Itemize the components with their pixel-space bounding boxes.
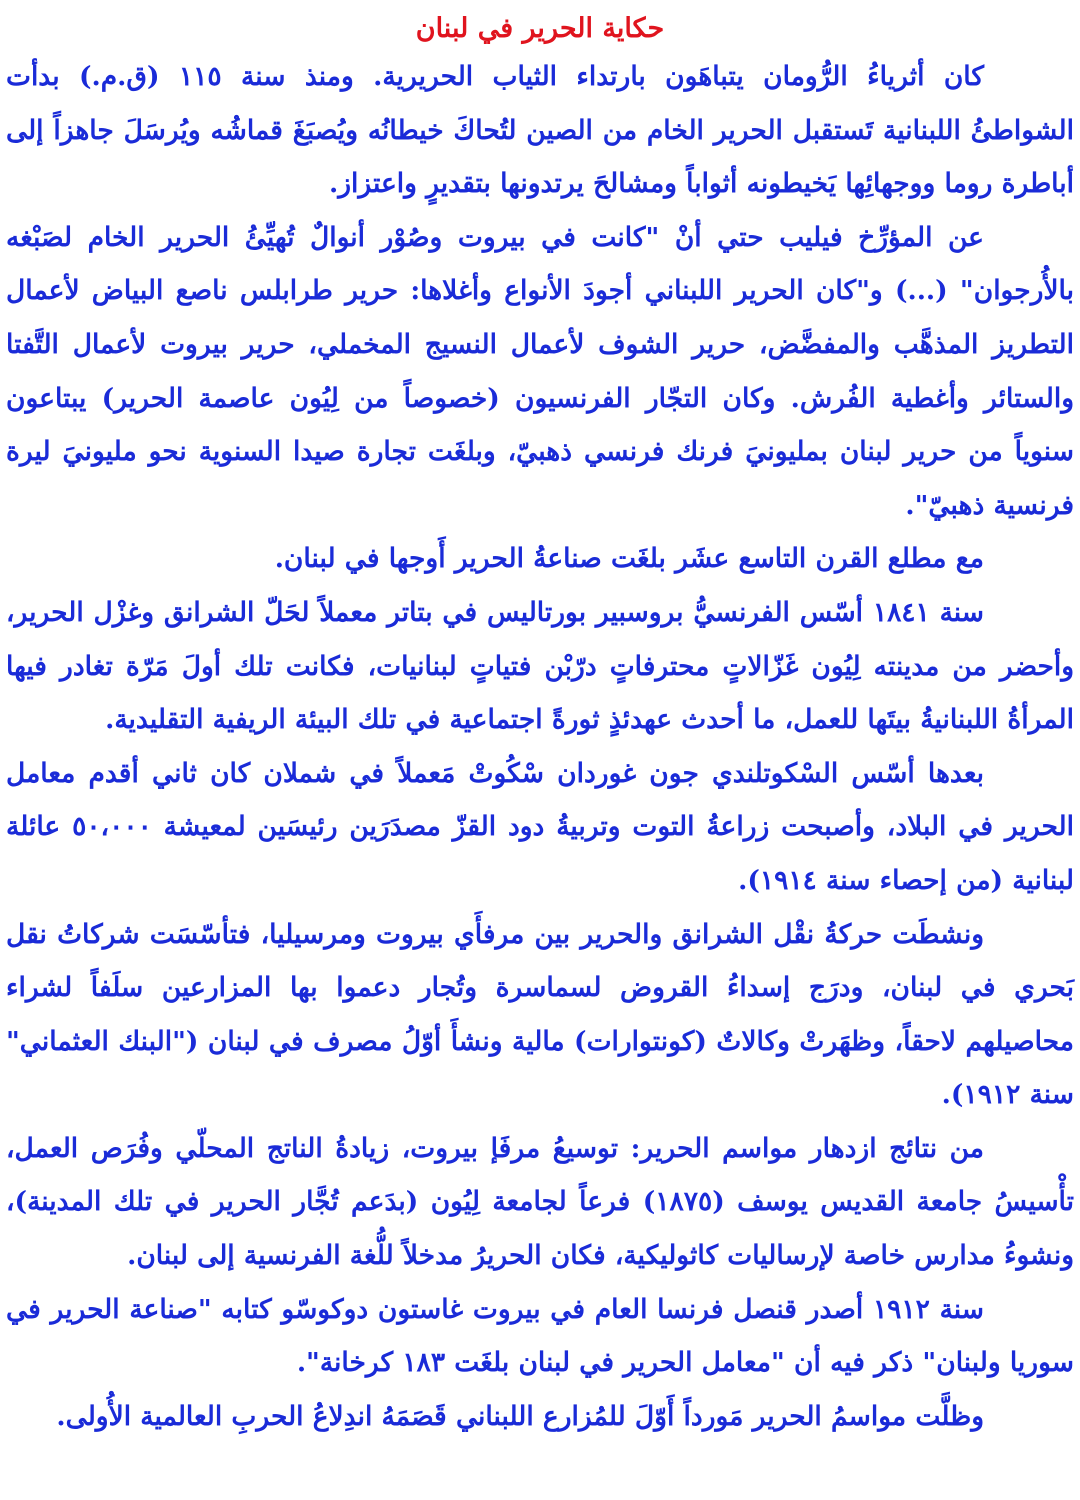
paragraph-world-war: وظلَّت مواسمُ الحرير مَورداً أَوّلَ للمُزارع اللبناني قَصَمَهُ اندِلاعُ الحربِ العالمية الأُولى. xyxy=(56,1400,984,1432)
paragraph-1912-book: سنة ١٩١٢ أصدر قنصل فرنسا العام في بيروت غاستون دوكوسّو كتابه "صناعة الحرير في سوريا ولبنان" ذكر فيه أن "معامل الحرير في لبنان بلغَت ١٨٣ كرخانة". xyxy=(6,1293,1074,1379)
paragraph-nineteenth-century: مع مطلع القرن التاسع عشَر بلغَت صناعةُ الحرير أَوجها في لبنان. xyxy=(274,543,984,575)
paragraph-prosperity-results: من نتائج ازدهار مواسم الحرير: توسيعُ مرفَإ بيروت، زيادةُ الناتج المحلّي وفُرَص العمل، تأْسيسُ جامعة القديس يوسف (١٨٧٥) فرعاً لجامعة لِيُون (بدَعم تُجَّار الحرير في تلك المدينة)، ونشوءُ مدارس خاصة لإرساليات كاثوليكية، فكان الحريرُ مدخلاً للُّغة الفرنسية إلى لبنان. xyxy=(6,1132,1074,1272)
paragraph-roman-silk: كان أثرياءُ الرُّومان يتباهَون بارتداء الثياب الحريرية. ومنذ سنة ١١٥ (ق.م.) بدأت الشواطئُ اللبنانية تَستقبل الحرير الخام من الصين لتُحاكَ خيطانُه ويُصبَغَ قماشُه ويُرسَلَ جاهزاً إلى أباطرة روما ووجهائِها يَخيطونه أثواباً ومشالحَ يرتدونها بتقديرٍ واعتزاز. xyxy=(6,61,1074,200)
paragraph-shemlan-factory: بعدها أسّس السْكوتلندي جون غوردان سْكُوتْ مَعملاً في شملان كان ثاني أقدم معامل الحرير في البلاد، وأصبحت زراعةُ التوت وتربيةُ دود القزّ مصدَرَين رئيسَين لمعيشة ٥٠،٠٠٠ عائلة لبنانية (من إحصاء سنة ١٩١٤). xyxy=(6,757,1074,896)
paragraph-1841-factory: سنة ١٨٤١ أسّس الفرنسيُّ بروسبير بورتاليس في بتاتر معملاً لحَلّ الشرانق وغزْل الحرير، وأحضر من مدينته لِيُون غَزّالاتٍ محترفاتٍ درّبْن فتياتٍ لبنانيات، فكانت تلك أولَ مَرّة تغادر فيها المرأةُ اللبنانيةُ بيتَها للعمل، ما أحدث عهدئذٍ ثورةً اجتماعية في تلك البيئة الريفية التقليدية. xyxy=(6,596,1074,736)
paragraph-trade-banking: ونشطَت حركةُ نقْل الشرانق والحرير بين مرفأَي بيروت ومرسيليا، فتأسّسَت شركاتُ نقل بَحري في لبنان، ودرَج إسداءُ القروض لسماسرة وتُجار دعموا بها المزارعين سلَفاً لشراء محاصيلهم لاحقاً، وظهَرتْ وكالاتٌ (كونتوارات) مالية ونشأَ أوّلُ مصرف في لبنان ("البنك العثماني" سنة ١٩١٢). xyxy=(6,918,1074,1111)
document-title: حكاية الحرير في لبنان xyxy=(415,13,665,44)
document-body xyxy=(6,50,1074,1443)
paragraph-historian-quote: عن المؤرِّخ فيليب حتي أنْ "كانت في بيروت وصُوْر أنوالٌ تُهيِّئُ الحرير الخام لصَبْغه بالأُرجوان" (...) و"كان الحرير اللبناني أجودَ الأنواع وأغلاها: حرير طرابلس ناصع البياض لأعمال التطريز المذهَّب والمفضَّض، حرير الشوف لأعمال النسيج المخملي، حرير بيروت لأعمال التَّفتا والستائر وأغطية الفُرش. وكان التجّار الفرنسيون (خصوصاً من لِيُون عاصمة الحرير) يبتاعون سنوياً من حرير لبنان بمليونيَ فرنك فرنسي ذهبيّ، وبلغَت تجارة صيدا السنوية نحو مليونيَ ليرة فرنسية ذهبيّ". xyxy=(6,221,1074,521)
